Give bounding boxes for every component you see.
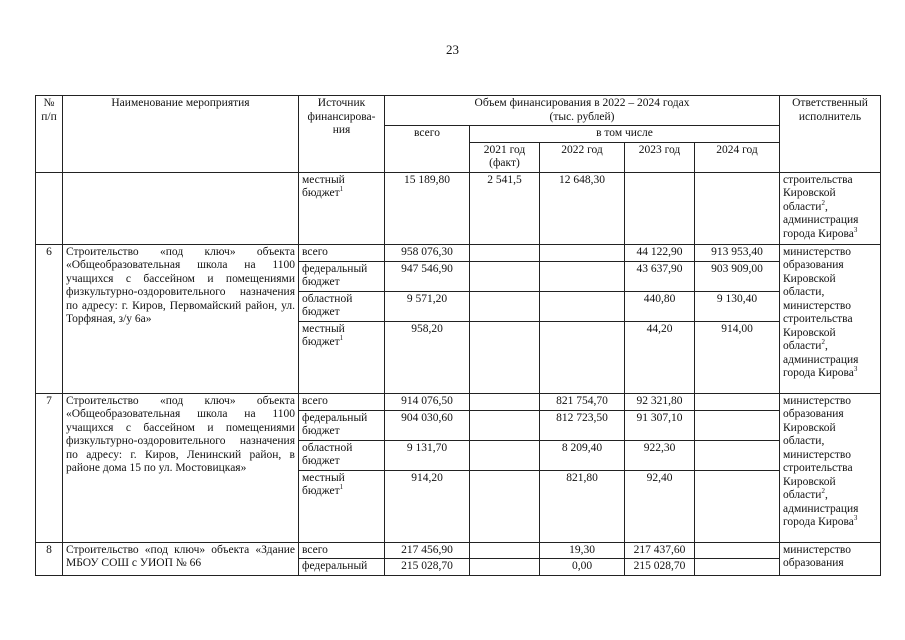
cell-2023: 217 437,60	[625, 542, 695, 559]
cell-2023: 92 321,80	[625, 393, 695, 410]
cell-total: 9 571,20	[385, 291, 470, 321]
cell-total: 904 030,60	[385, 410, 470, 440]
cell-2022: 821 754,70	[540, 393, 625, 410]
cell-total: 217 456,90	[385, 542, 470, 559]
header-volume: Объем финансирования в 2022 – 2024 годах (тыс. рублей)	[385, 96, 780, 126]
cell-2023: 215 028,70	[625, 559, 695, 576]
cell-source: всего	[299, 393, 385, 410]
cell-2022	[540, 291, 625, 321]
cell-2023: 440,80	[625, 291, 695, 321]
header-responsible: Ответственный исполнитель	[780, 96, 881, 173]
cell-2022: 0,00	[540, 559, 625, 576]
cell-total: 9 131,70	[385, 440, 470, 470]
cell-2021	[470, 261, 540, 291]
item-name: Строительство «под ключ» объекта «Общеобразовательная школа на 1100 учащихся с бассейном и помещениями физкультурно-оздоровительного назначения по адресу: г. Киров, Первомайский район, ул. Торфяная, з/у 6а»	[63, 244, 299, 393]
carry-row	[36, 172, 881, 244]
cell-2023: 922,30	[625, 440, 695, 470]
cell-responsible: министерство образования	[780, 542, 881, 575]
cell-2022	[540, 321, 625, 393]
cell-2024	[695, 393, 780, 410]
item-name: Строительство «под ключ» объекта «Общеобразовательная школа на 1100 учащихся с бассейном и помещениями физкультурно-оздоровительного назначения по адресу: г. Киров, Ленинский район, в районе дома 15 по ул. Мостовицкая»	[63, 393, 299, 542]
header-number: № п/п	[36, 96, 63, 173]
cell-2021	[470, 393, 540, 410]
cell-total: 914 076,50	[385, 393, 470, 410]
cell-source: всего	[299, 542, 385, 559]
cell-2021	[470, 559, 540, 576]
cell-source: федеральный	[299, 559, 385, 576]
cell-2024	[695, 470, 780, 542]
cell-2024	[695, 542, 780, 559]
header-2021: 2021 год (факт)	[470, 142, 540, 172]
item-number: 7	[36, 393, 63, 542]
cell-2024	[695, 440, 780, 470]
cell-2022: 812 723,50	[540, 410, 625, 440]
header-2024: 2024 год	[695, 142, 780, 172]
cell-source: местный бюджет$^1$	[299, 172, 385, 244]
table-row	[36, 393, 881, 410]
cell-2024	[695, 559, 780, 576]
cell-source: федеральный бюджет	[299, 410, 385, 440]
page-number: 23	[446, 42, 459, 57]
cell-empty	[63, 172, 299, 244]
cell-2023	[625, 172, 695, 244]
cell-2021	[470, 440, 540, 470]
cell-total: 947 546,90	[385, 261, 470, 291]
cell-2024	[695, 172, 780, 244]
cell-source: местный бюджет$^1$	[299, 470, 385, 542]
item-number: 8	[36, 542, 63, 575]
table-row	[36, 244, 881, 261]
cell-2021	[470, 244, 540, 261]
cell-responsible: министерство образования Кировской области, министерство строительства Кировской области$^2$, администрация города Кирова$^3$	[780, 393, 881, 542]
cell-2024: 914,00	[695, 321, 780, 393]
cell-2024: 903 909,00	[695, 261, 780, 291]
item-number: 6	[36, 244, 63, 393]
item-name: Строительство «под ключ» объекта «Здание МБОУ СОШ с УИОП № 66	[63, 542, 299, 575]
header-2023: 2023 год	[625, 142, 695, 172]
cell-2022: 19,30	[540, 542, 625, 559]
cell-source: местный бюджет$^1$	[299, 321, 385, 393]
header-row	[36, 96, 881, 126]
cell-2023: 91 307,10	[625, 410, 695, 440]
cell-2022	[540, 261, 625, 291]
header-2022: 2022 год	[540, 142, 625, 172]
cell-2023: 44,20	[625, 321, 695, 393]
cell-2022: 12 648,30	[540, 172, 625, 244]
header-source: Источник финансирова-ния	[299, 96, 385, 173]
header-including: в том числе	[470, 126, 780, 143]
financing-table	[35, 95, 881, 576]
cell-2023: 43 637,90	[625, 261, 695, 291]
cell-2021	[470, 321, 540, 393]
cell-2022	[540, 244, 625, 261]
cell-source: всего	[299, 244, 385, 261]
cell-source: федеральный бюджет	[299, 261, 385, 291]
cell-2021	[470, 291, 540, 321]
cell-2021	[470, 542, 540, 559]
cell-2021	[470, 410, 540, 440]
cell-2021: 2 541,5	[470, 172, 540, 244]
cell-total: 958 076,30	[385, 244, 470, 261]
cell-responsible: министерство образования Кировской области, министерство строительства Кировской области$^2$, администрация города Кирова$^3$	[780, 244, 881, 393]
cell-total: 215 028,70	[385, 559, 470, 576]
cell-source: областной бюджет	[299, 440, 385, 470]
header-total: всего	[385, 126, 470, 173]
cell-2023: 92,40	[625, 470, 695, 542]
cell-total: 15 189,80	[385, 172, 470, 244]
cell-2022: 8 209,40	[540, 440, 625, 470]
cell-2024: 913 953,40	[695, 244, 780, 261]
cell-2022: 821,80	[540, 470, 625, 542]
table-row	[36, 542, 881, 559]
cell-2021	[470, 470, 540, 542]
cell-total: 914,20	[385, 470, 470, 542]
cell-total: 958,20	[385, 321, 470, 393]
cell-2024: 9 130,40	[695, 291, 780, 321]
cell-source: областной бюджет	[299, 291, 385, 321]
header-name: Наименование мероприятия	[63, 96, 299, 173]
cell-empty	[36, 172, 63, 244]
cell-2023: 44 122,90	[625, 244, 695, 261]
cell-2024	[695, 410, 780, 440]
cell-responsible: строительства Кировской области$^2$, администрация города Кирова$^3$	[780, 172, 881, 244]
